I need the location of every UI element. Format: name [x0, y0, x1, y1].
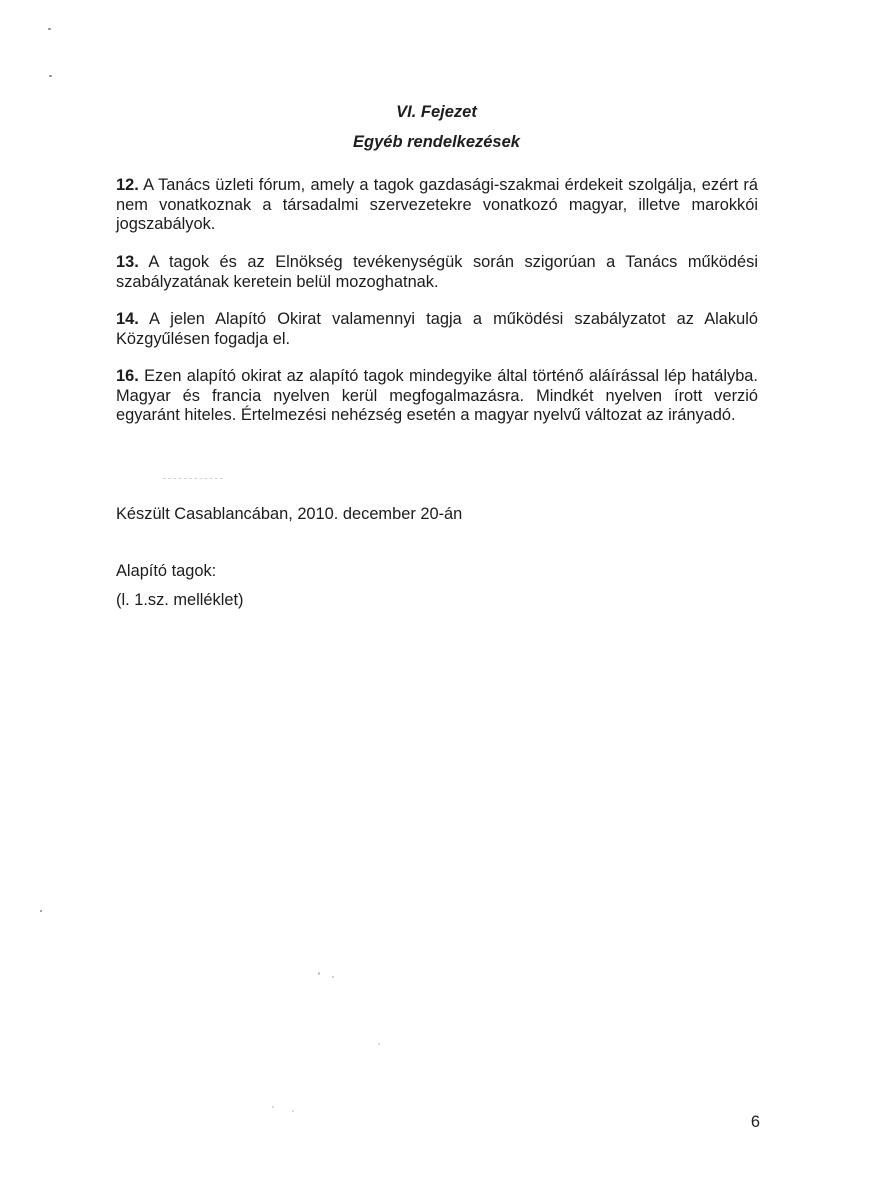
scan-speck: [48, 28, 51, 30]
section-14: [116, 310, 758, 349]
scan-speck: [378, 1043, 380, 1045]
chapter-title: Egyéb rendelkezések: [353, 133, 520, 151]
section-number: 12.: [116, 176, 139, 194]
scan-speck: [332, 976, 334, 978]
section-text: Ezen alapító okirat az alapító tagok mindegyike által történő aláírással lép hatályba. Magyar és francia nyelven kerül megfogalmazásra. Mindkét nyelven írott verzió egyaránt hiteles. Értelmezési nehézség esetén a magyar nyelvű változat az irányadó.: [116, 367, 758, 425]
chapter-number: VI. Fejezet: [396, 103, 477, 121]
annex-note: (l. 1.sz. melléklet): [116, 591, 244, 609]
section-13: [116, 253, 758, 292]
section-12: [116, 176, 758, 235]
section-16: [116, 367, 758, 426]
page-number: 6: [750, 1113, 760, 1131]
scan-speck: [292, 1110, 294, 1112]
founders-label: Alapító tagok:: [116, 562, 217, 580]
scan-speck: [40, 910, 42, 912]
section-text: A tagok és az Elnökség tevékenységük során szigorúan a Tanács működési szabályzatának keretein belül mozoghatnak.: [116, 253, 758, 291]
scan-speck: [49, 75, 52, 77]
section-number: 14.: [116, 310, 139, 328]
scan-speck: [318, 972, 320, 975]
section-number: 16.: [116, 367, 139, 385]
scan-speck: [272, 1106, 274, 1108]
scan-smudge: [163, 478, 223, 483]
section-text: A jelen Alapító Okirat valamennyi tagja a működési szabályzatot az Alakuló Közgyűlésen fogadja el.: [116, 310, 758, 348]
section-number: 13.: [116, 253, 139, 271]
place-date: Készült Casablancában, 2010. december 20-án: [116, 505, 463, 523]
section-text: A Tanács üzleti fórum, amely a tagok gazdasági-szakmai érdekeit szolgálja, ezért rá nem vonatkoznak a társadalmi szervezetekre vonatkozó magyar, illetve marokkói jogszabályok.: [116, 176, 759, 234]
